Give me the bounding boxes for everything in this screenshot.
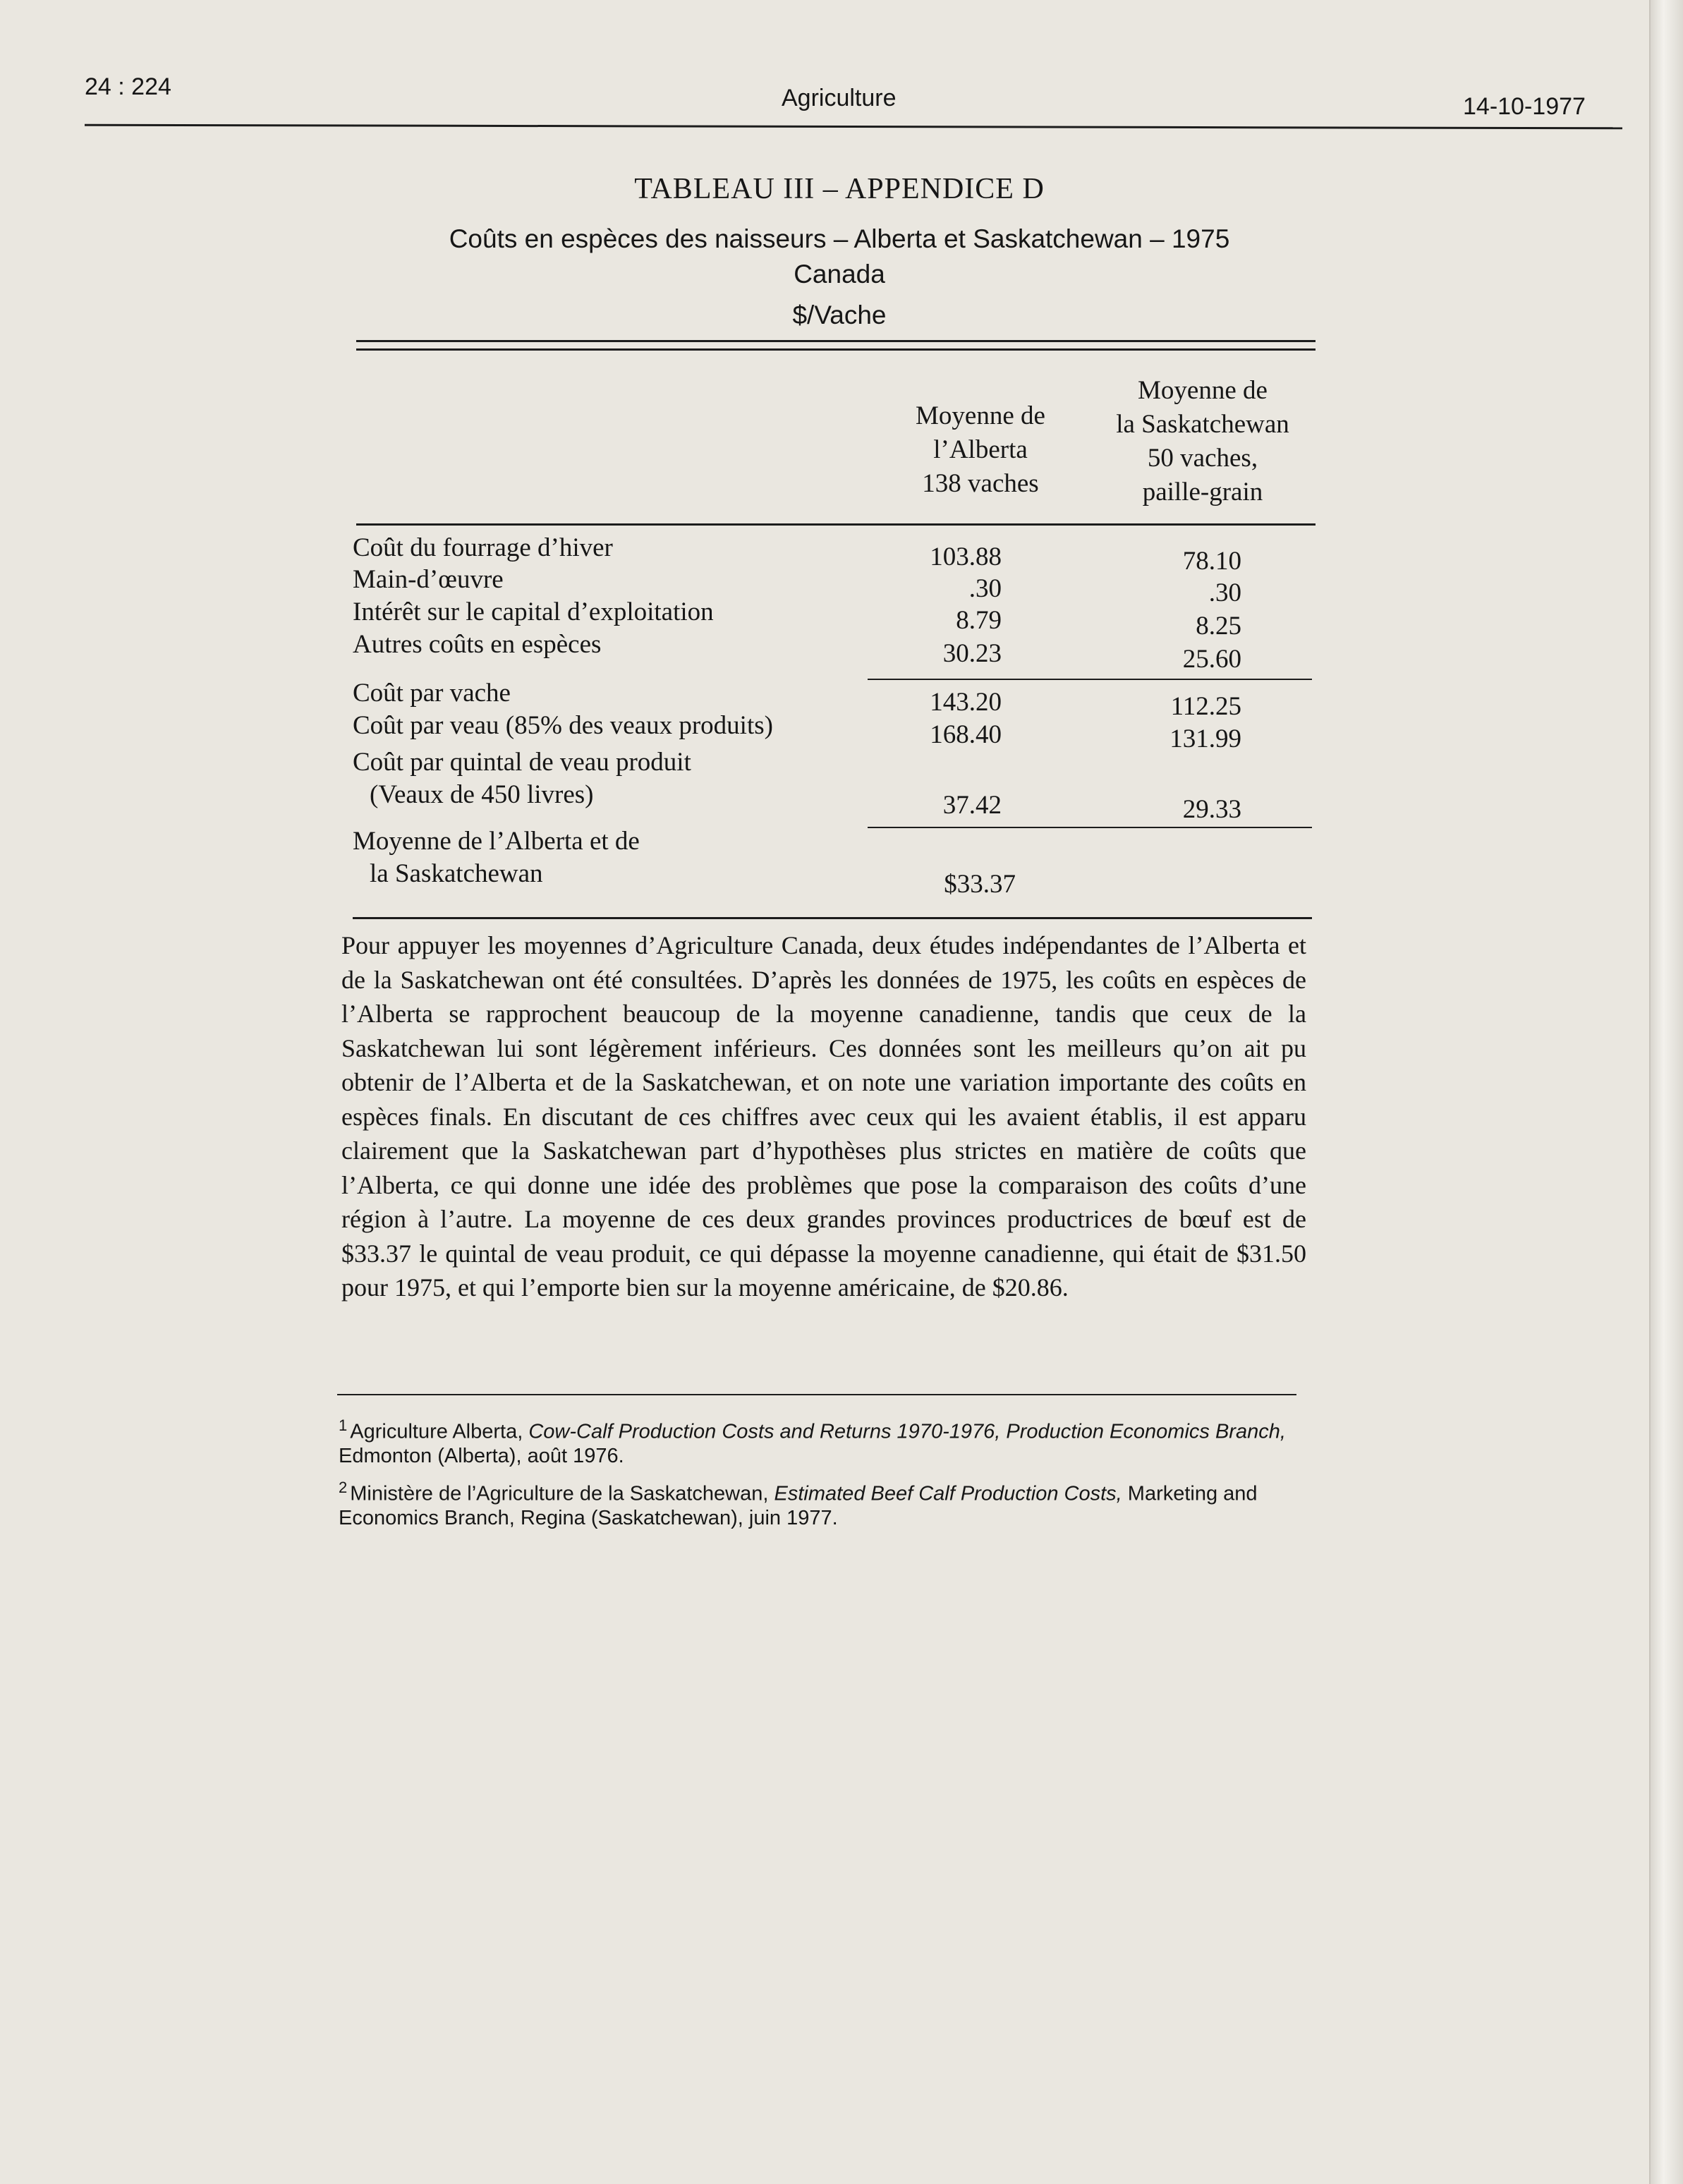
alberta-value: 103.88 — [930, 542, 1002, 571]
section-title: Agriculture — [782, 85, 897, 111]
row-label: Coût par veau (85% des veaux produits) — [353, 711, 773, 740]
table-bottom-rule — [353, 917, 1312, 919]
footnote-2 — [339, 1476, 1305, 1530]
footnote-marker: 1 — [339, 1416, 348, 1434]
row-label-continuation: (Veaux de 450 livres) — [370, 780, 594, 809]
column-heading-line: paille-grain — [1142, 478, 1263, 506]
table-unit: $/Vache — [792, 301, 887, 329]
table-header-rule — [356, 523, 1316, 526]
saskatchewan-value: 112.25 — [1170, 692, 1241, 721]
average-rule — [868, 827, 1312, 828]
column-heading-line: 50 vaches, — [1147, 444, 1258, 473]
row-label: Main-d’œuvre — [353, 565, 504, 594]
footnote-text: Agriculture Alberta, — [350, 1420, 529, 1443]
saskatchewan-value: 25.60 — [1182, 645, 1241, 674]
table-top-rule-2 — [356, 348, 1316, 351]
body-paragraph: Pour appuyer les moyennes d’Agriculture Canada, deux études indépendantes de l’Alberta et de la Saskatchewan ont été consultées. D’après les données de 1975, les coûts en espèces de l’Alberta se rapprochent beaucoup de la moyenne canadienne, tandis que ceux de la Saskatchewan lui sont légèrement inférieurs. Ces données sont les meilleurs qu’on ait pu obtenir de l’Alberta et de la Saskatchewan, et on note une variation importante des coûts en espèces finals. En discutant de ces chiffres avec ceux qui les avaient établis, il est apparu clairement que la Saskatchewan part d’hypothèses plus strictes en matière de coûts que l’Alberta, ce qui donne une idée des problèmes que pose la comparaison des coûts d’une région à l’autre. La moyenne de ces deux grandes provinces productrices de bœuf est de $33.37 le quintal de veau produit, ce qui dépasse la moyenne canadienne, qui était de $31.50 pour 1975, et qui l’emporte bien sur la moyenne américaine, de $20.86. — [341, 931, 1306, 1302]
column-heading-line: l’Alberta — [933, 435, 1028, 464]
page-date: 14-10-1977 — [1463, 93, 1586, 120]
row-label: Coût du fourrage d’hiver — [353, 533, 613, 562]
footnote-text: Edmonton (Alberta), août 1976. — [339, 1444, 624, 1467]
alberta-value: 8.79 — [956, 606, 1002, 635]
column-heading-line: la Saskatchewan — [1116, 410, 1289, 439]
row-label: Coût par quintal de veau produit — [353, 748, 691, 777]
alberta-value: 143.20 — [930, 688, 1002, 717]
column-heading-line: Moyenne de — [1138, 376, 1268, 405]
column-heading-line: 138 vaches — [922, 469, 1039, 498]
table-title: TABLEAU III – APPENDICE D — [634, 173, 1045, 205]
book-binding-edge — [1649, 0, 1683, 2184]
row-label: Autres coûts en espèces — [353, 630, 602, 659]
page-number: 24 : 224 — [85, 73, 171, 100]
footnote-rule — [337, 1394, 1296, 1395]
bleed-through-block — [1340, 169, 1341, 170]
header-rule — [85, 124, 1622, 130]
alberta-value: 30.23 — [942, 639, 1002, 668]
column-heading-line: Moyenne de — [916, 401, 1045, 430]
footnote-text: Ministère de l’Agriculture de la Saskatchewan, — [350, 1482, 774, 1505]
footnote-marker: 2 — [339, 1479, 348, 1496]
table-subtitle: Coûts en espèces des naisseurs – Alberta et Saskatchewan – 1975 — [449, 224, 1230, 253]
table-top-rule-1 — [356, 340, 1316, 342]
saskatchewan-value: 8.25 — [1196, 612, 1241, 641]
row-label: Intérêt sur le capital d’exploitation — [353, 597, 714, 626]
saskatchewan-value: 78.10 — [1182, 547, 1241, 576]
row-label-continuation: la Saskatchewan — [370, 859, 543, 888]
saskatchewan-value: .30 — [1208, 578, 1241, 607]
footnote-text: Marketing and Economics Branch, Regina (Saskatchewan), juin 1977. — [339, 1482, 1258, 1529]
alberta-value: .30 — [968, 574, 1002, 603]
footnote-title: Cow-Calf Production Costs and Returns 1970-1976, Production Economics Branch, — [528, 1420, 1286, 1443]
column-heading-saskatchewan — [1090, 374, 1316, 509]
alberta-value: 37.42 — [942, 791, 1002, 820]
alberta-value: 168.40 — [930, 720, 1002, 749]
footnote-title: Estimated Beef Calf Production Costs, — [774, 1482, 1122, 1505]
footnote-1 — [339, 1414, 1305, 1468]
row-label: Moyenne de l’Alberta et de — [353, 827, 640, 856]
saskatchewan-value: 131.99 — [1169, 724, 1241, 753]
row-label: Coût par vache — [353, 679, 511, 708]
table-source: Canada — [794, 260, 885, 289]
combined-average-value: $33.37 — [944, 870, 1016, 899]
subtotal-rule — [868, 679, 1312, 680]
column-heading-alberta — [892, 399, 1069, 501]
saskatchewan-value: 29.33 — [1182, 795, 1241, 824]
